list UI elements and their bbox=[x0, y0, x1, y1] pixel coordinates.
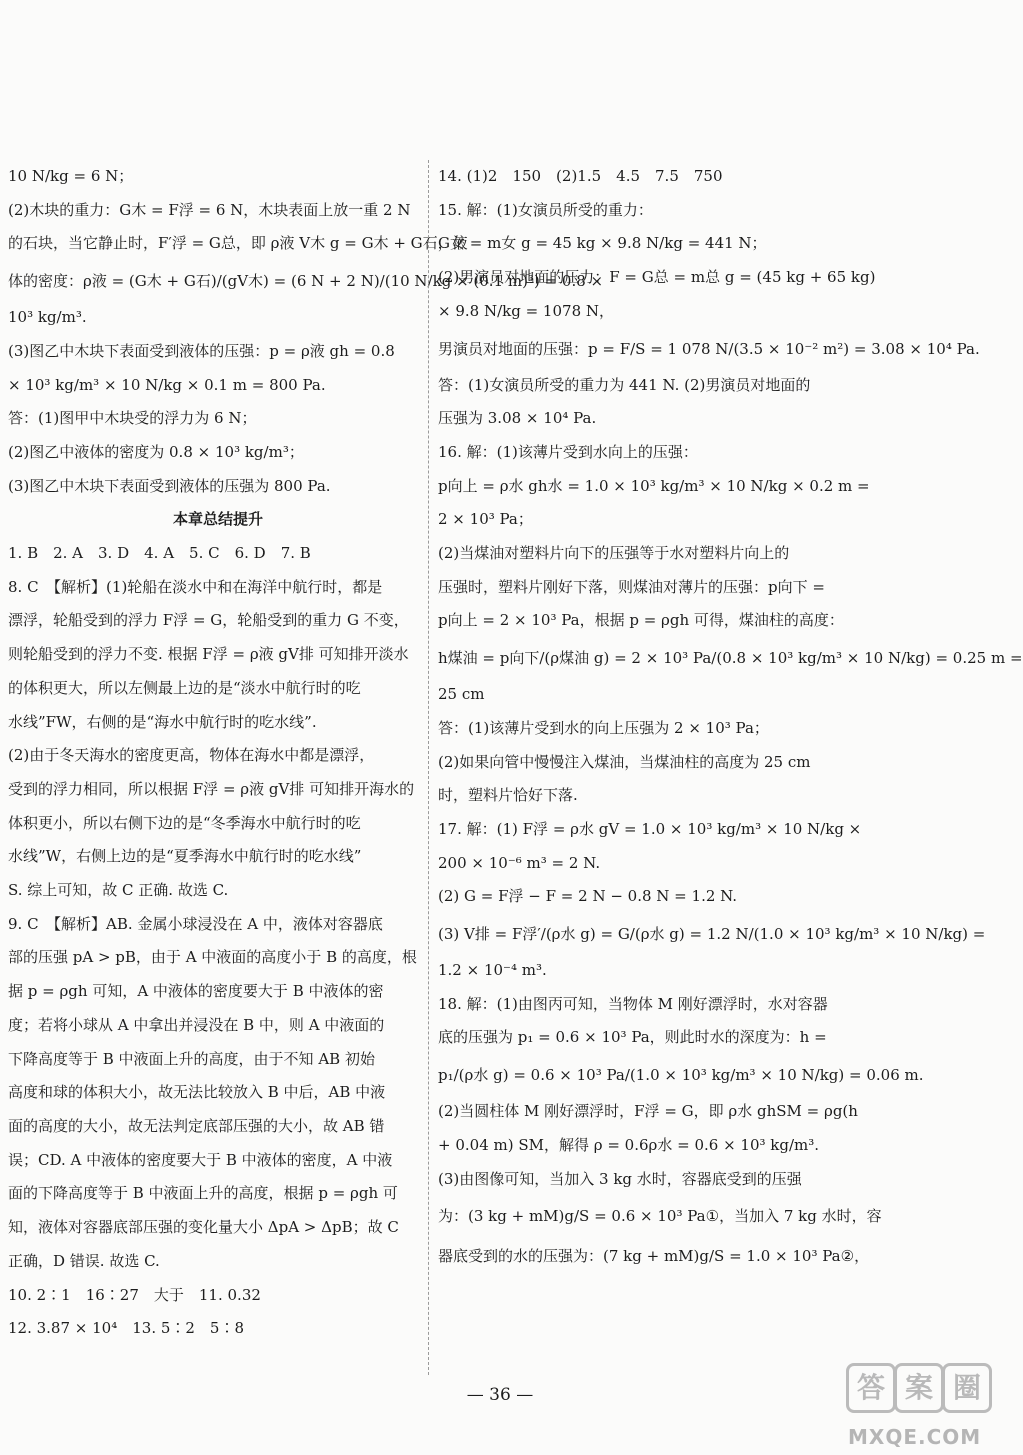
answer-line: 14. (1)2 150 (2)1.5 4.5 7.5 750 bbox=[438, 167, 723, 185]
formula-line: p₁/(ρ水 g) = 0.6 × 10³ Pa/(1.0 × 10³ kg/m³ × 10 N/kg) = 0.06 m. bbox=[438, 1066, 924, 1085]
formula-line: 体的密度：ρ液 = (G木 + G石)/(gV木) = (6 N + 2 N)/(10 N/kg × (0.1 m)³) = 0.8 × bbox=[8, 272, 604, 291]
text-line: 答：(1)女演员所受的重力为 441 N. (2)男演员对地面的 bbox=[438, 375, 811, 394]
text-line: 2 × 10³ Pa； bbox=[438, 510, 533, 529]
column-divider bbox=[428, 160, 429, 1375]
formula-line: 器底受到的水的压强为：(7 kg + mM)g/S = 1.0 × 10³ Pa②， bbox=[438, 1247, 870, 1266]
text-line: 部的压强 pA > pB，由于 A 中液面的高度小于 B 的高度，根 bbox=[8, 948, 417, 967]
formula-line: h煤油 = p向下/(ρ煤油 g) = 2 × 10³ Pa/(0.8 × 10³ kg/m³ × 10 N/kg) = 0.25 m = bbox=[438, 649, 1023, 668]
text-line: 9. C 【解析】AB. 金属小球浸没在 A 中，液体对容器底 bbox=[8, 914, 383, 933]
text-line: (2)木块的重力：G木 = F浮 = 6 N，木块表面上放一重 2 N bbox=[8, 200, 411, 219]
text-line: (2)图乙中液体的密度为 0.8 × 10³ kg/m³； bbox=[8, 442, 304, 461]
text-line: 体积更小，所以右侧下边的是“冬季海水中航行时的吃 bbox=[8, 813, 361, 832]
formula-line: 为：(3 kg + mM)g/S = 0.6 × 10³ Pa①，当加入 7 kg 水时，容 bbox=[438, 1207, 882, 1226]
text-line: (2)如果向管中慢慢注入煤油，当煤油柱的高度为 25 cm bbox=[438, 752, 811, 771]
text-line: 面的高度的大小，故无法判定底部压强的大小，故 AB 错 bbox=[8, 1116, 385, 1135]
text-line: (2)男演员对地面的压力：F = G总 = m总 g = (45 kg + 65 kg) bbox=[438, 268, 876, 287]
text-line: 据 p = ρgh 可知，A 中液体的密度要大于 B 中液体的密 bbox=[8, 982, 384, 1001]
text-line: 误；CD. A 中液体的密度要大于 B 中液体的密度，A 中液 bbox=[8, 1150, 393, 1169]
watermark-logo bbox=[842, 1363, 992, 1449]
text-line: 水线”W，右侧上边的是“夏季海水中航行时的吃水线” bbox=[8, 847, 362, 866]
text-line: 的石块，当它静止时，F′浮 = G总，即 ρ液 V木 g = G木 + G石，液 bbox=[8, 234, 468, 253]
watermark-char: 圈 bbox=[942, 1363, 992, 1413]
text-line: 时，塑料片恰好下落. bbox=[438, 786, 578, 805]
watermark-char: 答 bbox=[846, 1363, 896, 1413]
text-line: 200 × 10⁻⁶ m³ = 2 N. bbox=[438, 853, 601, 872]
answer-line: 10. 2∶1 16∶27 大于 11. 0.32 bbox=[8, 1285, 261, 1304]
text-line: 15. 解：(1)女演员所受的重力： bbox=[438, 200, 653, 219]
text-line: G女 = m女 g = 45 kg × 9.8 N/kg = 441 N； bbox=[438, 234, 767, 253]
text-line: 8. C 【解析】(1)轮船在淡水中和在海洋中航行时，都是 bbox=[8, 577, 383, 596]
text-line: S. 综上可知，故 C 正确. 故选 C. bbox=[8, 881, 229, 900]
text-line: 压强为 3.08 × 10⁴ Pa. bbox=[438, 409, 597, 428]
text-line: (2)当圆柱体 M 刚好漂浮时，F浮 = G，即 ρ水 ghSM = ρg(h bbox=[438, 1102, 858, 1121]
text-line: 压强时，塑料片刚好下落，则煤油对薄片的压强：p向下 = bbox=[438, 577, 825, 596]
text-line: (2) G = F浮 − F = 2 N − 0.8 N = 1.2 N. bbox=[438, 887, 738, 906]
text-line: (3)图乙中木块下表面受到液体的压强为 800 Pa. bbox=[8, 476, 331, 495]
answer-line: 1. B 2. A 3. D 4. A 5. C 6. D 7. B bbox=[8, 544, 311, 563]
text-line: + 0.04 m) SM，解得 ρ = 0.6ρ水 = 0.6 × 10³ kg/m³. bbox=[438, 1135, 820, 1154]
text-line: 高度和球的体积大小，故无法比较放入 B 中后，AB 中液 bbox=[8, 1083, 386, 1102]
text-line: 10 N/kg = 6 N； bbox=[8, 167, 134, 185]
text-line: 正确，D 错误. 故选 C. bbox=[8, 1251, 160, 1270]
text-line: 面的下降高度等于 B 中液面上升的高度，根据 p = ρgh 可 bbox=[8, 1184, 398, 1203]
text-line: 17. 解：(1) F浮 = ρ水 gV = 1.0 × 10³ kg/m³ × 10 N/kg × bbox=[438, 819, 862, 838]
text-line: 漂浮，轮船受到的浮力 F浮 = G，轮船受到的重力 G 不变， bbox=[8, 611, 409, 630]
text-line: 则轮船受到的浮力不变. 根据 F浮 = ρ液 gV排 可知排开淡水 bbox=[8, 645, 409, 664]
text-line: p向上 = 2 × 10³ Pa，根据 p = ρgh 可得，煤油柱的高度： bbox=[438, 611, 844, 630]
text-line: × 9.8 N/kg = 1078 N， bbox=[438, 301, 615, 320]
text-line: 10³ kg/m³. bbox=[8, 308, 87, 327]
text-line: 水线”FW，右侧的是“海水中航行时的吃水线”. bbox=[8, 712, 317, 731]
text-line: 16. 解：(1)该薄片受到水向上的压强： bbox=[438, 442, 698, 461]
watermark-char: 案 bbox=[894, 1363, 944, 1413]
text-line: 答：(1)该薄片受到水的向上压强为 2 × 10³ Pa； bbox=[438, 718, 769, 737]
section-heading: 本章总结提升 bbox=[172, 510, 263, 529]
watermark-url: MXQE.COM bbox=[848, 1425, 982, 1449]
text-line: 知，液体对容器底部压强的变化量大小 ΔpA > ΔpB；故 C bbox=[8, 1218, 399, 1237]
text-line: p向上 = ρ水 gh水 = 1.0 × 10³ kg/m³ × 10 N/kg × 0.2 m = bbox=[438, 476, 870, 495]
text-line: (3)由图像可知，当加入 3 kg 水时，容器底受到的压强 bbox=[438, 1169, 802, 1188]
text-line: (2)由于冬天海水的密度更高，物体在海水中都是漂浮， bbox=[8, 746, 375, 765]
text-line: 18. 解：(1)由图丙可知，当物体 M 刚好漂浮时，水对容器 bbox=[438, 994, 828, 1013]
text-line: (2)当煤油对塑料片向下的压强等于水对塑料片向上的 bbox=[438, 544, 790, 563]
page-number: — 36 — bbox=[466, 1385, 534, 1405]
answer-line: 12. 3.87 × 10⁴ 13. 5∶2 5∶8 bbox=[8, 1319, 245, 1338]
text-line: 25 cm bbox=[438, 685, 485, 704]
formula-line: 男演员对地面的压强：p = F/S = 1 078 N/(3.5 × 10⁻² m²) = 3.08 × 10⁴ Pa. bbox=[438, 339, 980, 358]
formula-line: (3) V排 = F浮′/(ρ水 g) = G/(ρ水 g) = 1.2 N/(1.0 × 10³ kg/m³ × 10 N/kg) = bbox=[438, 925, 986, 944]
text-line: 度；若将小球从 A 中拿出并浸没在 B 中，则 A 中液面的 bbox=[8, 1015, 385, 1034]
text-line: × 10³ kg/m³ × 10 N/kg × 0.1 m = 800 Pa. bbox=[8, 375, 326, 394]
text-line: 受到的浮力相同，所以根据 F浮 = ρ液 gV排 可知排开海水的 bbox=[8, 779, 415, 798]
text-line: 答：(1)图甲中木块受的浮力为 6 N； bbox=[8, 409, 257, 428]
text-line: 底的压强为 p₁ = 0.6 × 10³ Pa，则此时水的深度为：h = bbox=[438, 1028, 827, 1047]
text-line: 的体积更大，所以左侧最上边的是“淡水中航行时的吃 bbox=[8, 678, 361, 697]
right-column bbox=[438, 160, 1023, 1276]
text-line: 1.2 × 10⁻⁴ m³. bbox=[438, 961, 547, 980]
text-line: (3)图乙中木块下表面受到液体的压强：p = ρ液 gh = 0.8 bbox=[8, 341, 395, 360]
text-line: 下降高度等于 B 中液面上升的高度，由于不知 AB 初始 bbox=[8, 1049, 375, 1068]
